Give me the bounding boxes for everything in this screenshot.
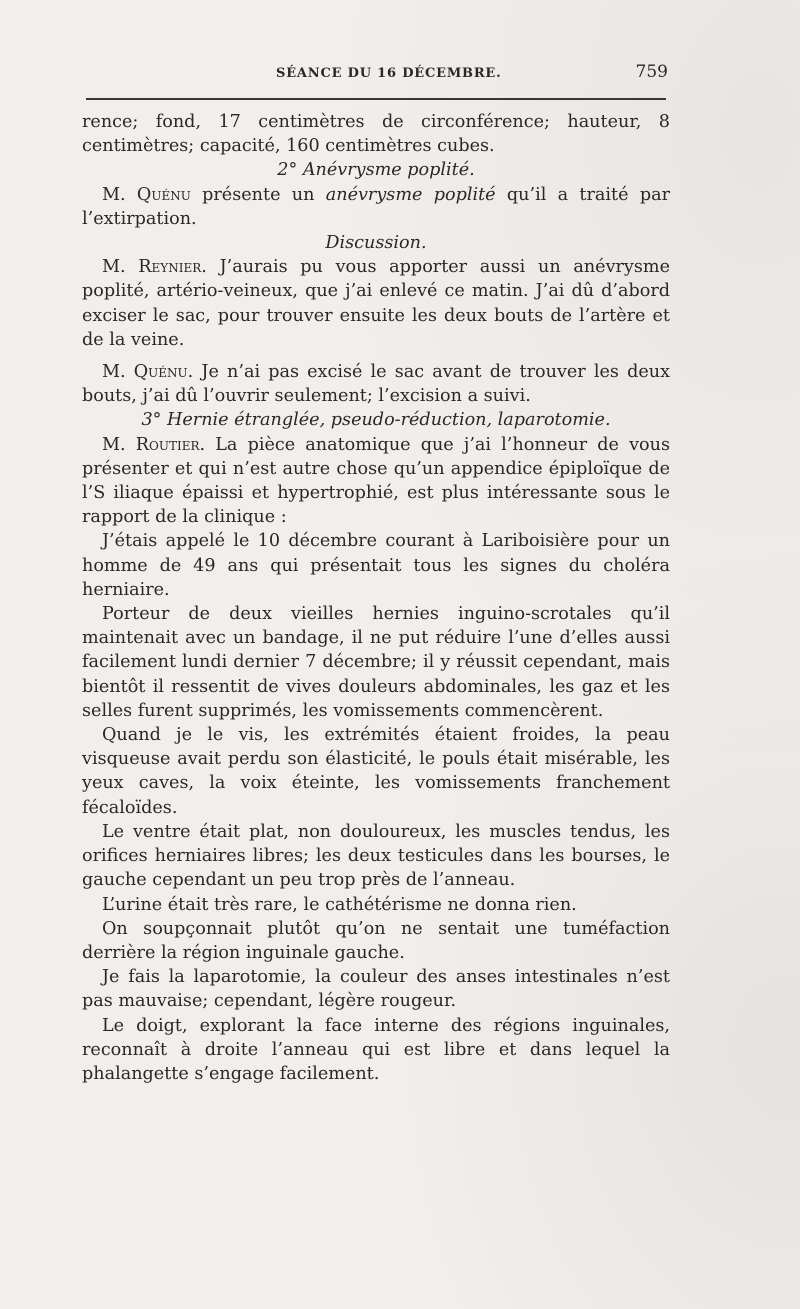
paragraph: Le ventre était plat, non douloureux, les muscles tendus, les orifices herniaires libres; les deux testicules dans les bourses, le gauche cependant un peu trop près de l’anneau. [82, 821, 670, 891]
paragraph: L’urine était très rare, le cathétérisme ne donna rien. [102, 894, 577, 915]
speaker-name: M. Quénu [102, 184, 191, 205]
paragraph: Le doigt, explorant la face interne des régions inguinales, reconnaît à droite l’anneau qui est libre et dans lequel la phalangette s’engage facilement. [82, 1015, 670, 1084]
emphasis-text: anévrysme poplité [325, 184, 496, 205]
speaker-name: M. Quénu. [102, 362, 194, 383]
section-heading-aneurysm: 2° Anévrysme poplité. [277, 160, 475, 181]
paragraph: Porteur de deux vieilles hernies inguino-scrotales qu’il maintenait avec un bandage, il ne put réduire l’une d’elles aussi facilement lundi dernier 7 décembre; il y réussit cependant, mais bientôt il ressentit de vives douleurs abdominales, les gaz et les selles furent supprimés, les vomissements commencèrent. [82, 604, 670, 721]
paragraph-queno-presentation [82, 183, 670, 231]
body-text [82, 110, 670, 1086]
speaker-name: M. Routier. [102, 434, 206, 455]
section-heading-discussion: Discussion. [325, 233, 427, 254]
section-heading-hernia: 3° Hernie étranglée, pseudo-réduction, laparotomie. [141, 410, 611, 431]
page-header [84, 62, 668, 90]
paragraph: On soupçonnait plutôt qu’on ne sentait une tuméfaction derrière la région inguinale gauche. [82, 918, 670, 963]
page-number: 759 [635, 62, 668, 82]
paragraph-reynier [82, 255, 670, 352]
paragraph-routier [82, 433, 670, 530]
paragraph-intro: rence; fond, 17 centimètres de circonférence; hauteur, 8 centimètres; capacité, 160 centimètres cubes. [82, 112, 670, 157]
header-rule [86, 98, 666, 100]
speaker-name: M. Reynier. [102, 257, 207, 278]
paragraph-text: qu’il a traité par l’extirpation. [82, 184, 670, 229]
paragraph: Je fais la laparotomie, la couleur des anses intestinales n’est pas mauvaise; cependant, légère rougeur. [82, 967, 670, 1012]
paragraph-text: La pièce anatomique que j’ai l’honneur de vous présenter et qui n’est autre chose qu’un appendice épiploïque de l’S iliaque épaissi et hypertrophié, est plus intéressante sous le rapport de la clinique : [82, 434, 670, 528]
paragraph-text: Je n’ai pas excisé le sac avant de trouver les deux bouts, j’ai dû l’ouvrir seulement; l’excision a suivi. [82, 362, 671, 407]
running-head: SÉANCE DU 16 DÉCEMBRE. [276, 66, 502, 81]
paragraph-text: J’aurais pu vous apporter aussi un anévrysme poplité, artério-veineux, que j’ai enlevé ce matin. J’ai dû d’abord exciser le sac, pour trouver ensuite les deux bouts de l’artère et de la veine. [82, 257, 670, 350]
paragraph: J’étais appelé le 10 décembre courant à Lariboisière pour un homme de 49 ans qui présentait tous les signes du choléra herniaire. [82, 531, 670, 600]
paragraph-queno-reply [82, 360, 670, 408]
paragraph-text: présente un [190, 184, 326, 205]
paragraph: Quand je le vis, les extrémités étaient froides, la peau visqueuse avait perdu son élasticité, le pouls était misérable, les yeux caves, la voix éteinte, les vomissements franchement fécaloïdes. [82, 725, 670, 818]
